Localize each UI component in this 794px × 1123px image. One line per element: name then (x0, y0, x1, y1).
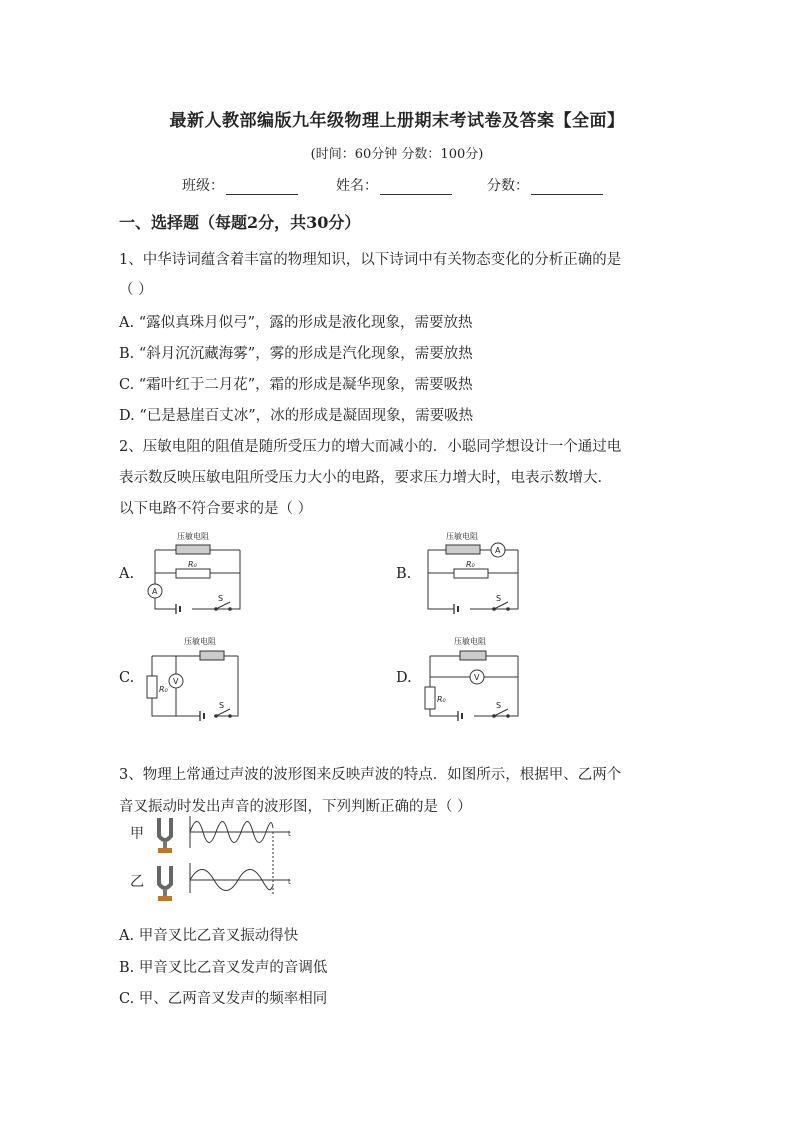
tuning-fork-icon (158, 818, 172, 853)
c-sensor-label: 压敏电阻 (184, 637, 216, 646)
q2-label-a: A. (119, 566, 135, 582)
q3-stem-line1: 3、物理上常通过声波的波形图来反映声波的特点．如图所示，根据甲、乙两个 (119, 767, 622, 783)
a-ammeter-label: A (152, 587, 158, 596)
q1-option-b: B. “斜月沉沉藏海雾”，雾的形成是汽化现象，需要放热 (119, 346, 473, 362)
a-switch-label: S (218, 594, 224, 603)
d-r0-label: R₀ (437, 695, 446, 704)
class-field (182, 175, 298, 195)
q1-option-c: C. “霜叶红于二月花”，霜的形成是凝华现象，需要吸热 (119, 377, 473, 393)
tuning-fork-waveform-figure (128, 808, 308, 908)
circuit-diagram-a (140, 528, 250, 618)
axis-t-bottom: t (288, 878, 291, 886)
label-yi: 乙 (130, 874, 144, 890)
q1-stem-line1: 1、中华诗词蕴含着丰富的物理知识，以下诗词中有关物态变化的分析正确的是 (119, 252, 622, 268)
q2-stem-line2: 表示数反映压敏电阻所受压力大小的电路，要求压力增大时，电表示数增大． (119, 470, 612, 486)
b-sensor-label: 压敏电阻 (446, 532, 478, 541)
b-switch-label: S (496, 594, 502, 603)
name-label: 姓名： (336, 178, 378, 194)
q2-stem-line3: 以下电路不符合要求的是（ ） (119, 501, 313, 517)
c-r0-label: R₀ (159, 685, 168, 694)
d-switch-label: S (496, 701, 502, 710)
q3-option-a: A. 甲音叉比乙音叉振动得快 (119, 928, 299, 944)
name-blank[interactable] (380, 179, 452, 195)
score-field (487, 175, 603, 195)
label-jia: 甲 (130, 826, 144, 842)
d-sensor-label: 压敏电阻 (454, 637, 486, 646)
name-field (336, 175, 452, 195)
b-r0-label: R₀ (466, 560, 475, 569)
tuning-fork-icon (158, 866, 172, 901)
q1-option-d: D. “已是悬崖百丈冰”，冰的形成是凝固现象，需要吸热 (119, 408, 474, 424)
q2-label-c: C. (119, 670, 135, 686)
circuit-diagram-b (418, 528, 528, 618)
class-label: 班级： (182, 178, 224, 194)
score-label: 分数： (487, 178, 529, 194)
c-switch-label: S (219, 701, 225, 710)
circuit-diagram-d (418, 632, 528, 724)
score-blank[interactable] (531, 179, 603, 195)
q3-stem-line2: 音叉振动时发出声音的波形图，下列判断正确的是（ ） (119, 799, 472, 815)
b-ammeter-label: A (495, 546, 501, 555)
exam-time-score: (时间：60分钟 分数：100分) (310, 147, 484, 162)
a-sensor-label: 压敏电阻 (177, 532, 209, 541)
d-voltmeter-label: V (474, 673, 480, 682)
c-voltmeter-label: V (173, 677, 179, 686)
axis-t-top: t (288, 830, 291, 838)
circuit-diagram-c (140, 632, 250, 724)
page-title: 最新人教部编版九年级物理上册期末考试卷及答案【全面】 (169, 111, 625, 131)
q3-option-c: C. 甲、乙两音叉发声的频率相同 (119, 991, 328, 1007)
q2-label-d: D. (396, 670, 412, 686)
q2-stem-line1: 2、压敏电阻的阻值是随所受压力的增大而减小的．小聪同学想设计一个通过电 (119, 439, 622, 455)
q3-option-b: B. 甲音叉比乙音叉发声的音调低 (119, 960, 328, 976)
section-heading: 一、选择题（每题2分，共30分） (119, 213, 361, 232)
a-r0-label: R₀ (188, 560, 197, 569)
class-blank[interactable] (226, 179, 298, 195)
q2-label-b: B. (396, 566, 412, 582)
q1-stem-line2: （ ） (119, 282, 153, 298)
q1-option-a: A. “露似真珠月似弓”，露的形成是液化现象，需要放热 (119, 315, 473, 331)
